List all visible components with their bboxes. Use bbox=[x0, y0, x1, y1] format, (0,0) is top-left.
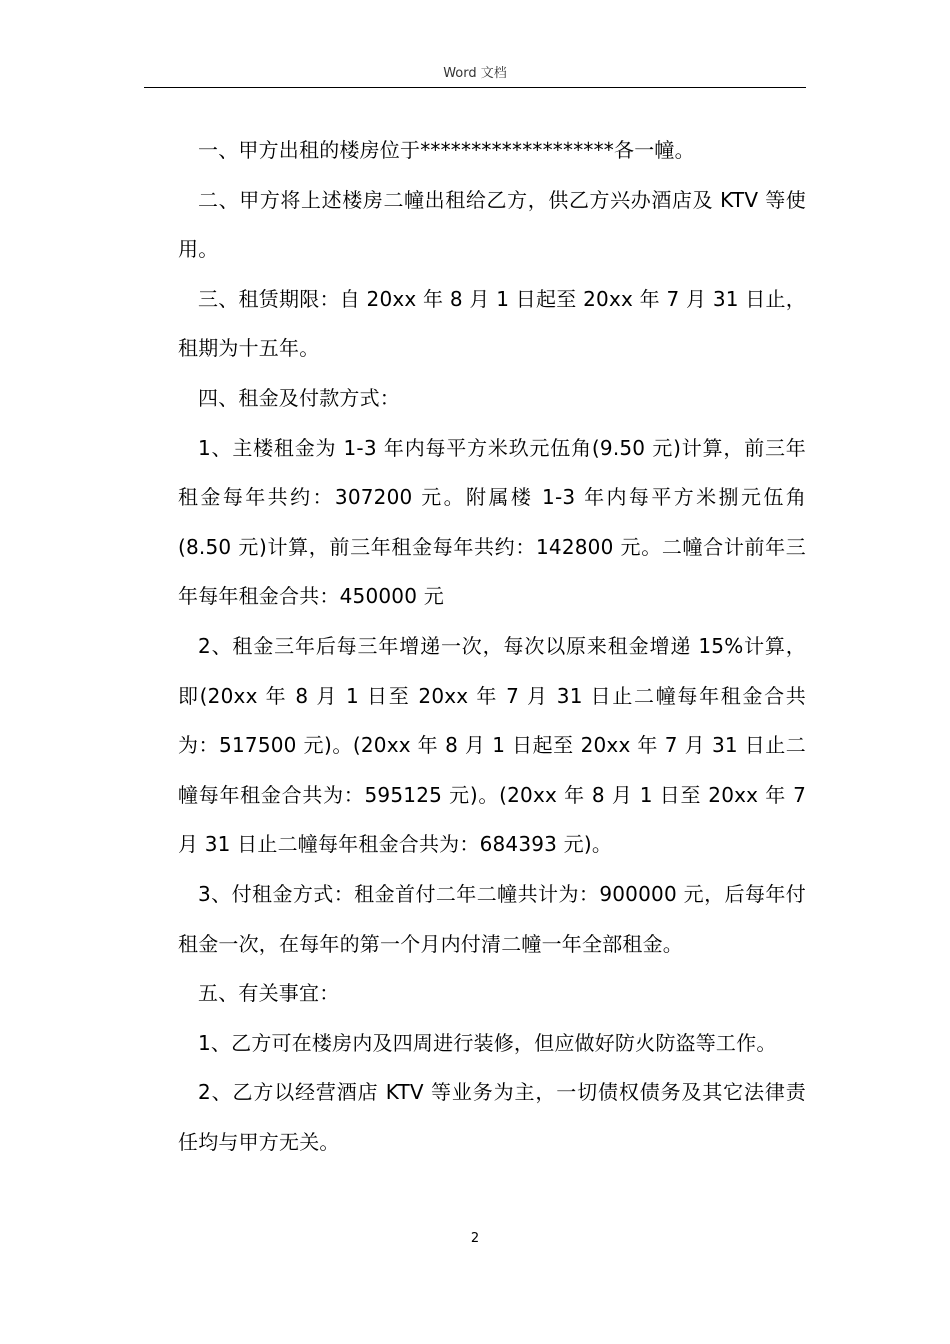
paragraph-7: 3、付租金方式：租金首付二年二幢共计为：900000 元，后每年付租金一次，在每年的第一个月内付清二幢一年全部租金。 bbox=[178, 881, 806, 956]
paragraph-5: 1、主楼租金为 1-3 年内每平方米玖元伍角(9.50 元)计算，前三年租金每年共约：307200 元。附属楼 1-3 年内每平方米捌元伍角(8.50 元)计算，前三年租金每年共约：142800 元。二幢合计前年三年每年租金合共：450000 元 bbox=[178, 435, 806, 609]
paragraph-8: 五、有关事宜： bbox=[198, 981, 340, 1006]
paragraph-4: 四、租金及付款方式： bbox=[198, 385, 400, 410]
page-number: 2 bbox=[470, 1231, 480, 1246]
paragraph-1: 一、甲方出租的楼房位于*******************各一幢。 bbox=[198, 138, 695, 162]
paragraph-10: 2、乙方以经营酒店 KTV 等业务为主，一切债权债务及其它法律责任均与甲方无关。 bbox=[178, 1080, 806, 1154]
paragraph-6: 2、租金三年后每三年增递一次，每次以原来租金增递 15%计算，即(20xx 年 8 月 1 日至 20xx 年 7 月 31 日止二幢每年租金合共为：517500 元)。(20xx 年 8 月 1 日起至 20xx 年 7 月 31 日止二幢每年租金合共为：595125 元)。(20xx 年 8 月 1 日至 20xx 年 7 月 31 日止二幢每年租金合共为：684393 元)。 bbox=[178, 633, 806, 857]
paragraph-9: 1、乙方可在楼房内及四周进行装修，但应做好防火防盗等工作。 bbox=[198, 1030, 777, 1055]
page-header: Word 文档 bbox=[443, 66, 507, 81]
document-body bbox=[178, 126, 806, 1167]
header-divider bbox=[144, 87, 806, 88]
paragraph-3: 三、租赁期限：自 20xx 年 8 月 1 日起至 20xx 年 7 月 31 日止，租期为十五年。 bbox=[178, 286, 806, 361]
paragraph-2: 二、甲方将上述楼房二幢出租给乙方，供乙方兴办酒店及 KTV 等使用。 bbox=[178, 187, 806, 262]
